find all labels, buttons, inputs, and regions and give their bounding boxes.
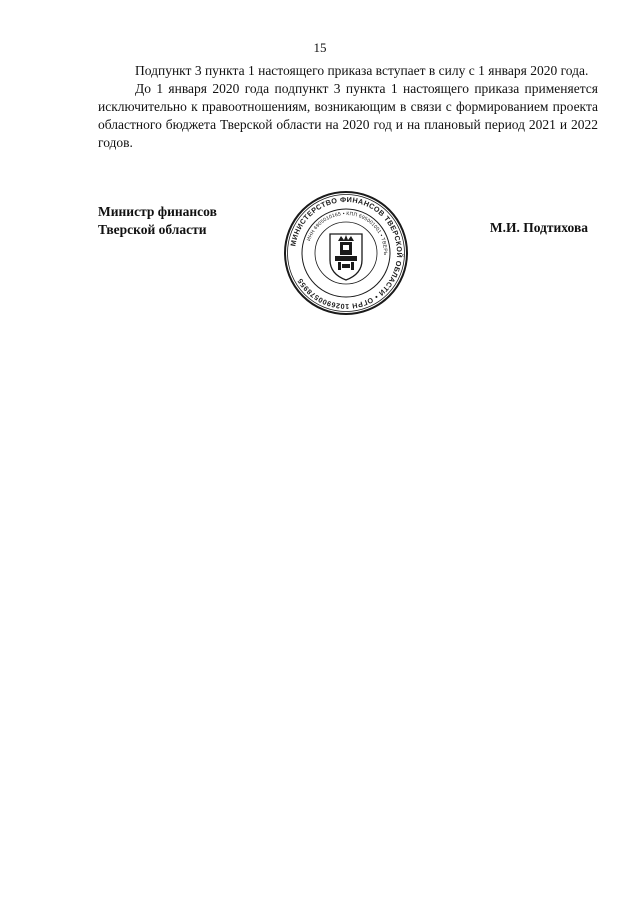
signer-title-line2: Тверской области [98, 222, 207, 237]
seal-outer-text: МИНИСТЕРСТВО ФИНАНСОВ ТВЕРСКОЙ ОБЛАСТИ • ОГРН 1026900578955 [288, 194, 405, 312]
seal-inner-text: ИНН 6905010165 • КПП 695001001 • ТВЕРЬ [306, 210, 389, 256]
signer-title [98, 203, 217, 239]
signer-title-line1: Министр финансов [98, 204, 217, 219]
paragraph-effective-date: Подпункт 3 пункта 1 настоящего приказа вступает в силу с 1 января 2020 года. [135, 63, 589, 78]
official-seal [283, 190, 409, 316]
page-number: 15 [313, 40, 327, 55]
paragraph-transition: До 1 января 2020 года подпункт 3 пункта 1 настоящего приказа применяется исключительно к правоотношениям, возникающим в связи с формированием проекта областного бюджета Тверской области на 2020 год и на плановый период 2021 и 2022 годов. [98, 81, 598, 150]
document-body [98, 62, 598, 152]
coat-of-arms-icon [330, 234, 362, 280]
signer-name: М.И. Подтихова [489, 220, 588, 235]
